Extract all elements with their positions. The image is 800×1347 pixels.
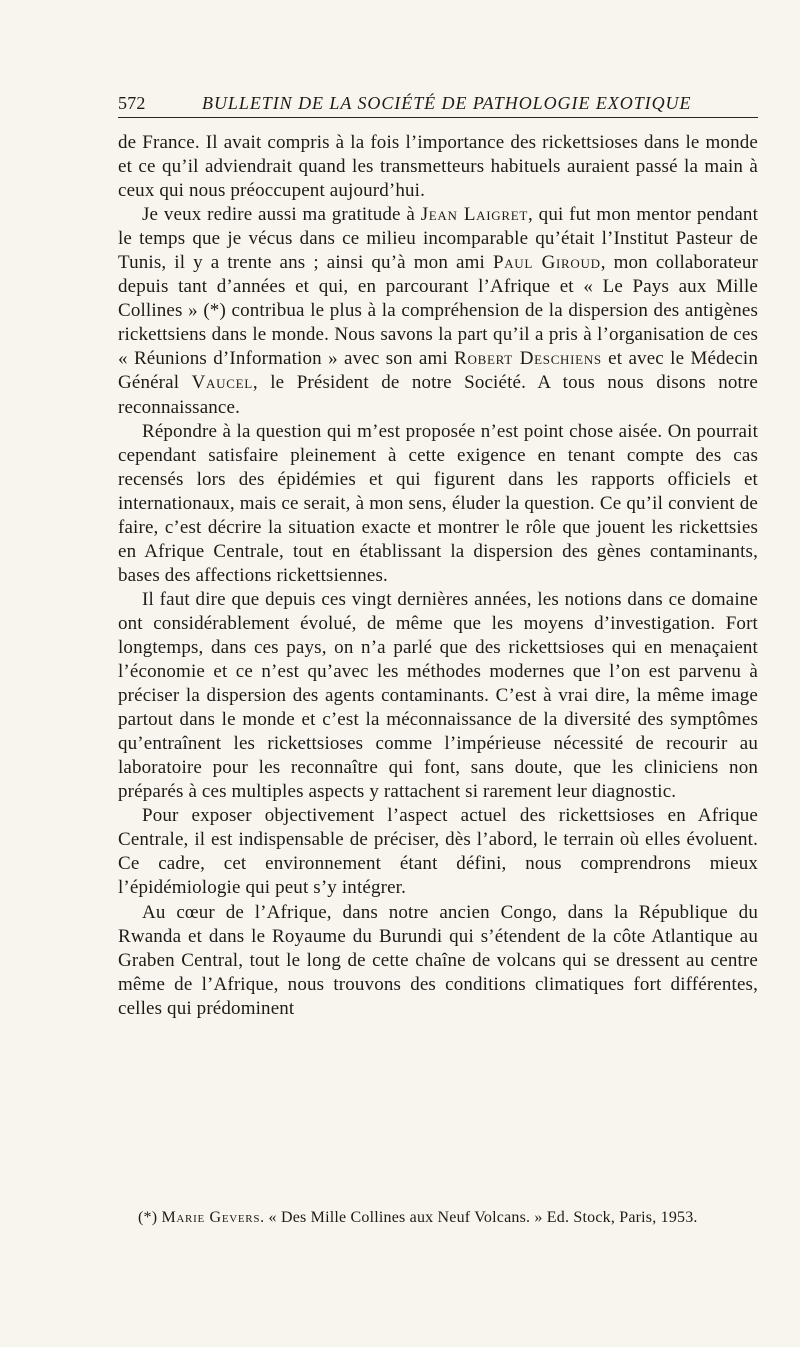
paragraph-5: Pour exposer objectivement l’aspect actuel des rickettsioses en Afrique Centrale, il est indispensable de préciser, dès l’abord, le terrain où elles évoluent. Ce cadre, cet environnement étant défini, nous comprendrons mieux l’épidémiologie qui peut s’y intégrer. bbox=[118, 805, 758, 899]
paragraph-2-text-5: , le Président de notre Société. A tous nous disons notre reconnaissance. bbox=[118, 372, 758, 418]
paragraph-2-text-4: et avec le Médecin Général bbox=[118, 348, 759, 394]
paragraph-2-text-2: , qui fut mon mentor pendant le temps que je vécus dans ce milieu incomparable qu’était l’Institut Pasteur de Tunis, il y a trente ans ; ainsi qu’à mon ami bbox=[118, 204, 759, 274]
paragraph-6: Au cœur de l’Afrique, dans notre ancien Congo, dans la République du Rwanda et dans le Royaume du Burundi qui s’étendent de la côte Atlantique au Graben Central, tout le long de cette chaîne de volcans qui se dressent au centre même de l’Afrique, nous trouvons des conditions climatiques fort différentes, celles qui prédominent bbox=[118, 901, 758, 1019]
footnote-author: Marie Gevers bbox=[161, 1209, 261, 1226]
footnote bbox=[118, 1206, 758, 1229]
paragraph-2 bbox=[118, 203, 758, 419]
name-jean-laigret: Jean Laigret bbox=[420, 204, 529, 226]
running-header bbox=[118, 91, 758, 118]
name-robert-deschiens: Robert Deschiens bbox=[454, 348, 602, 370]
page-number: 572 bbox=[118, 93, 146, 113]
article-body bbox=[118, 131, 758, 1021]
paragraph-2-text-1: Je veux redire aussi ma gratitude à bbox=[142, 204, 421, 226]
running-title: BULLETIN DE LA SOCIÉTÉ DE PATHOLOGIE EXOTIQUE bbox=[202, 93, 692, 113]
name-paul-giroud: Paul Giroud bbox=[492, 252, 601, 274]
paragraph-3: Répondre à la question qui m’est proposée n’est point chose aisée. On pourrait cependant satisfaire pleinement à cette exigence en tenant compte des cas recensés lors des épidémies et qui figurent dans les rapports officiels et internationaux, mais ce serait, à mon sens, éluder la question. Ce qu’il convient de faire, c’est décrire la situation exacte et montrer le rôle que jouent les rickettsies en Afrique Centrale, tout en établissant la dispersion des gènes contaminants, bases des affections rickettsiennes. bbox=[118, 420, 758, 586]
footnote-text: . « Des Mille Collines aux Neuf Volcans. » Ed. Stock, Paris, 1953. bbox=[260, 1209, 698, 1226]
paragraph-4: Il faut dire que depuis ces vingt dernières années, les notions dans ce domaine ont considérablement évolué, de même que les moyens d’investigation. Fort longtemps, dans ces pays, on n’a parlé que des rickettsioses qui en menaçaient l’économie et ce n’est qu’avec les méthodes modernes que l’on est parvenu à préciser la dispersion des agents contaminants. C’est à vrai dire, la même image partout dans le monde et c’est la méconnaissance de la diversité des symptômes qu’entraînent les rickettsioses comme l’impérieuse nécessité de recourir au laboratoire pour les reconnaître qui font, sans doute, que les cliniciens non préparés à ces multiples aspects y rattachent si rarement leur diagnostic. bbox=[118, 588, 758, 803]
footnote-marker: (*) bbox=[138, 1209, 162, 1226]
name-vaucel: Vaucel bbox=[191, 372, 253, 394]
paragraph-1: de France. Il avait compris à la fois l’importance des rickettsioses dans le monde et ce qu’il adviendrait quand les transmetteurs habituels auraient passé la main à ceux qui nous préoccupent aujourd’hui. bbox=[118, 132, 758, 202]
paragraph-2-text-3: , mon collaborateur depuis tant d’années et qui, en parcourant l’Afrique et « Le Pays aux Mille Collines » (*) contribua le plus à la compréhension de la dispersion des antigènes rickettsiens dans le monde. Nous savons la part qu’il a pris à l’organisation de ces « Réunions d’Information » avec son ami bbox=[118, 252, 759, 370]
